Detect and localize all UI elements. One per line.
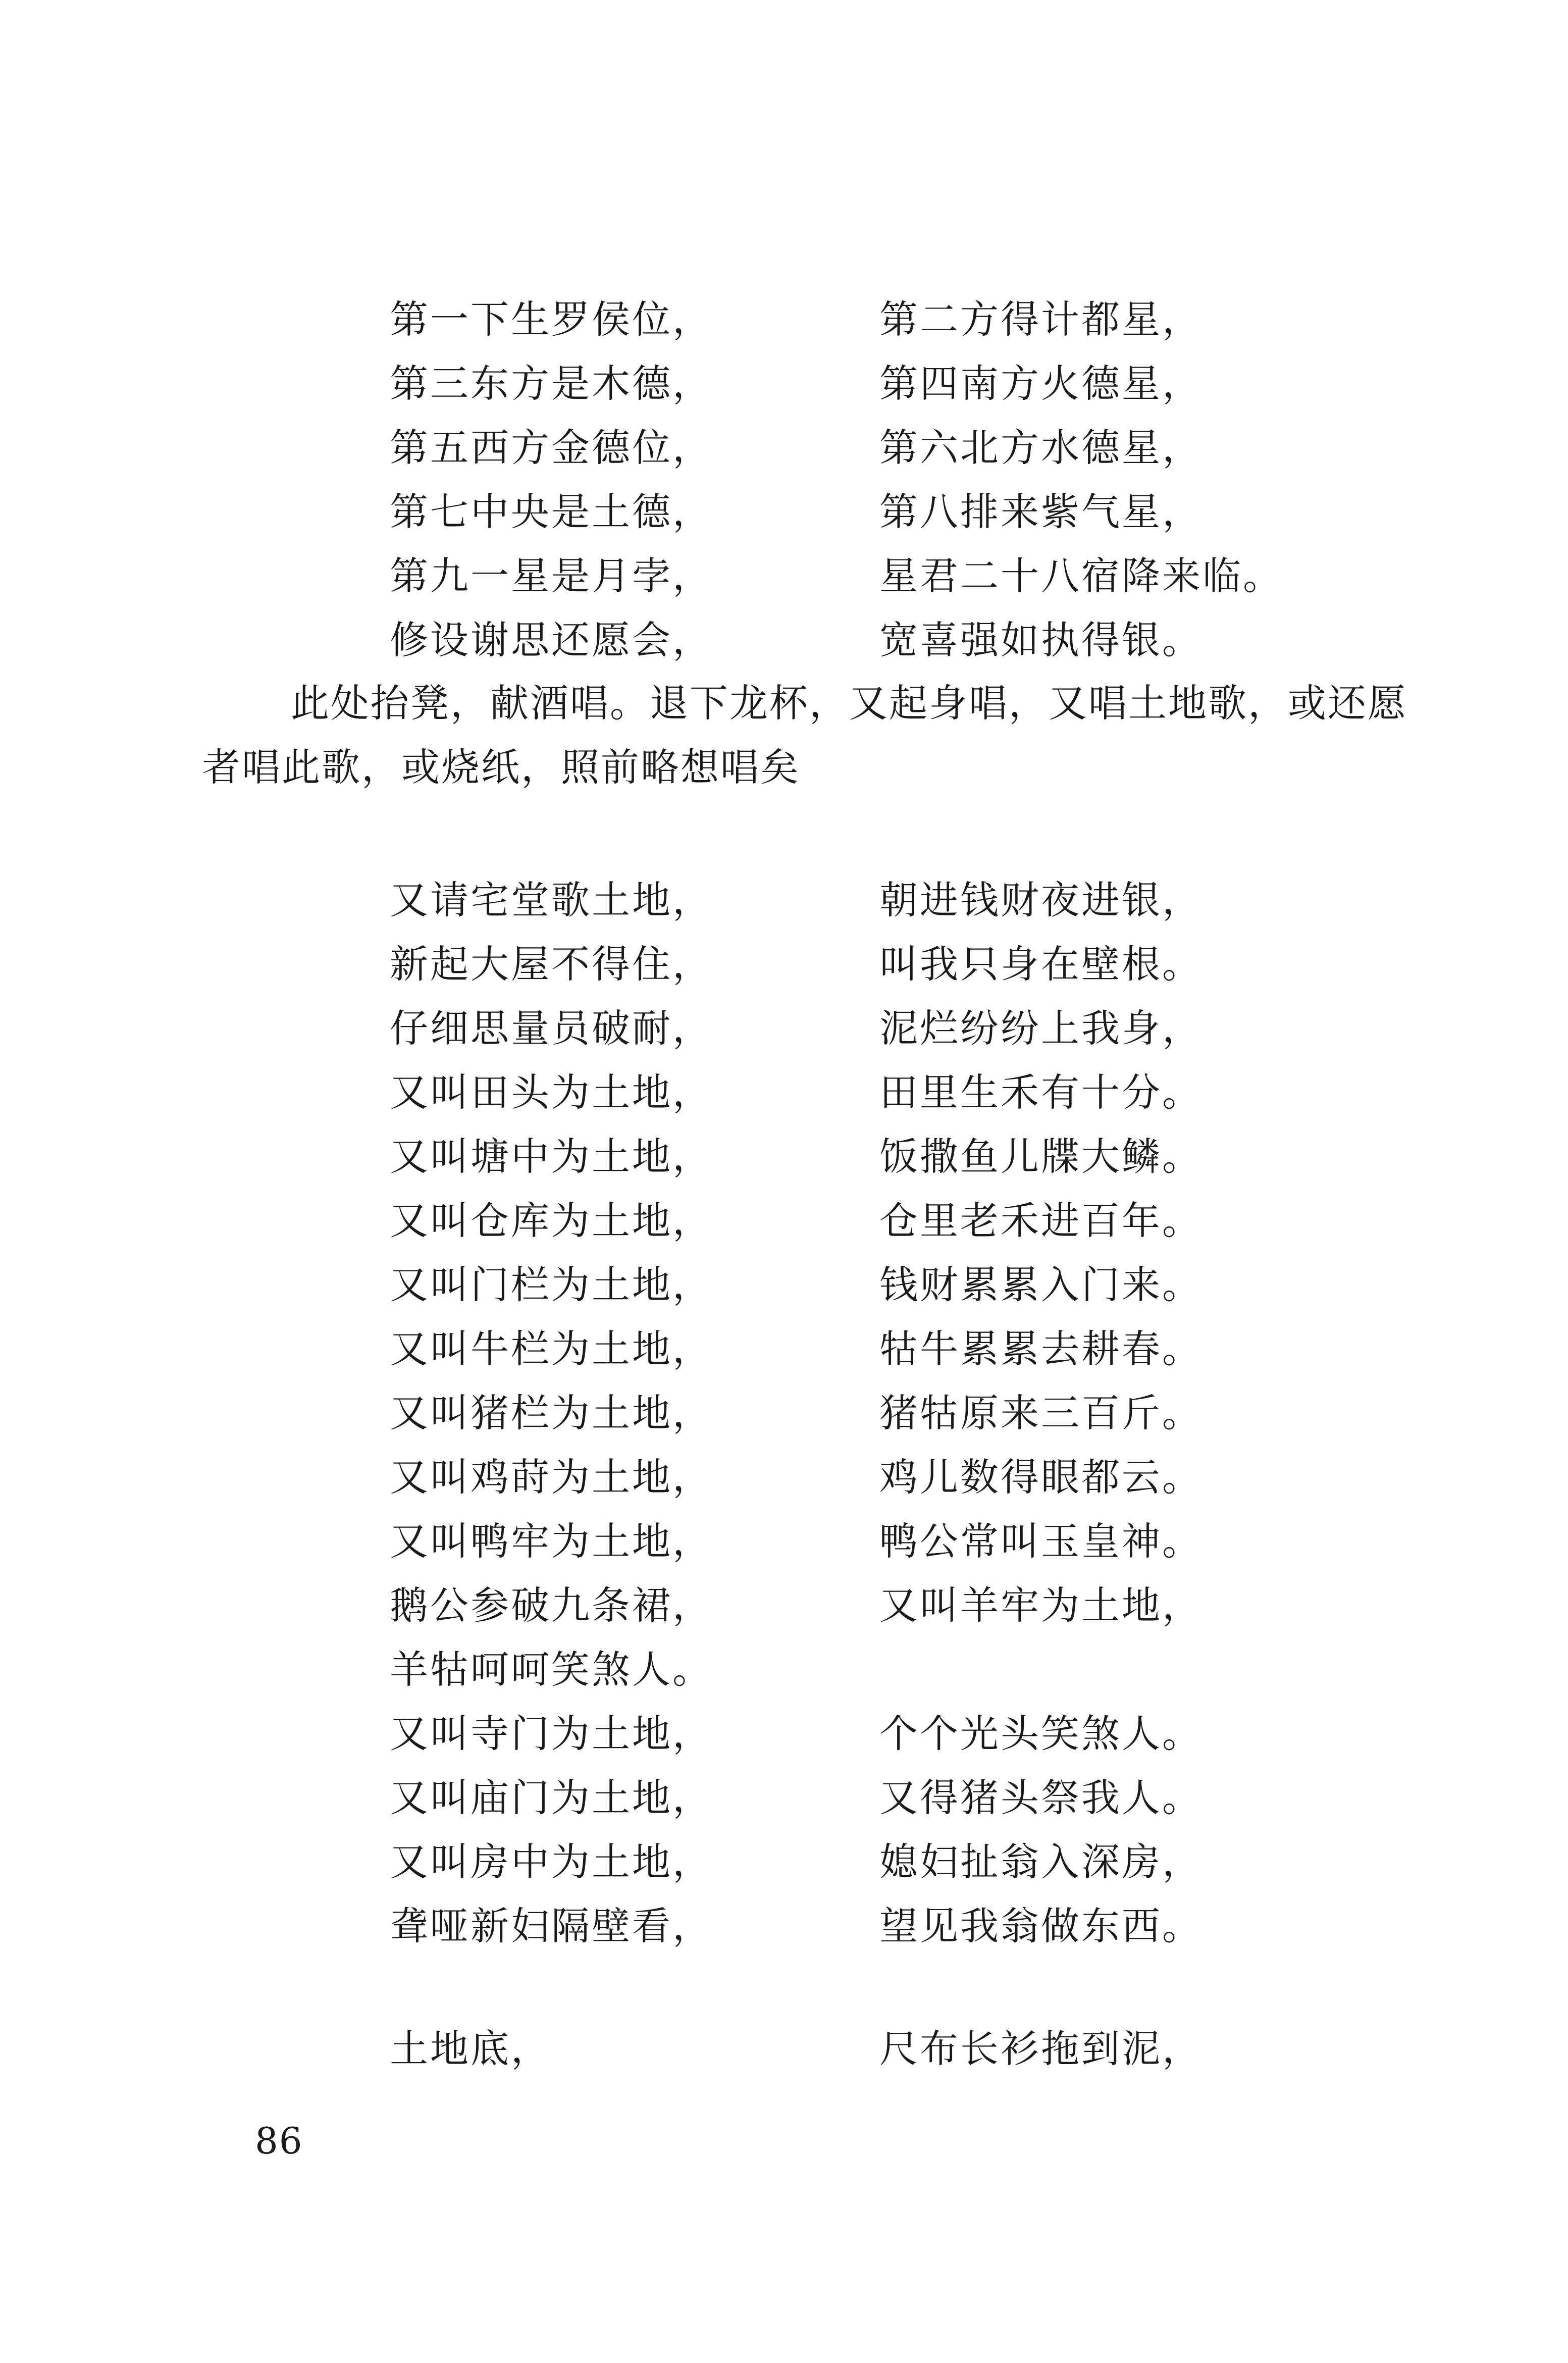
verse-row bbox=[0, 1453, 1568, 1517]
prose-line: 此处抬凳，献酒唱。退下龙杯，又起身唱，又唱土地歌，或还愿 bbox=[291, 681, 1407, 726]
verse-left: 聋哑新妇隔壁看， bbox=[390, 1904, 713, 1948]
verse-row bbox=[0, 1902, 1568, 1966]
verse-left: 羊牯呵呵笑煞人。 bbox=[390, 1647, 713, 1692]
verse-row bbox=[0, 940, 1568, 1004]
verse-left: 第九一星是月孛， bbox=[390, 553, 713, 598]
verse-block-middle bbox=[0, 876, 1568, 1966]
verse-left: 第三东方是木德， bbox=[390, 361, 713, 406]
verse-left: 又叫塘中为土地， bbox=[390, 1134, 713, 1179]
verse-right: 朝进钱财夜进银， bbox=[879, 878, 1203, 922]
verse-block-bottom bbox=[0, 2025, 1568, 2089]
verse-left: 又叫房中为土地， bbox=[390, 1839, 713, 1884]
verse-right: 又叫羊牢为土地， bbox=[879, 1583, 1203, 1628]
verse-right: 仓里老禾进百年。 bbox=[879, 1198, 1203, 1243]
verse-row bbox=[0, 1646, 1568, 1710]
verse-left: 又叫鸡莳为土地， bbox=[390, 1455, 713, 1500]
verse-right: 猪牯原来三百斤。 bbox=[879, 1391, 1203, 1435]
verse-row bbox=[0, 1261, 1568, 1325]
verse-right: 饭撒鱼儿牒大鳞。 bbox=[879, 1134, 1203, 1179]
prose-line: 者唱此歌，或烧纸，照前略想唱矣 bbox=[202, 745, 800, 790]
verse-left: 又叫猪栏为土地， bbox=[390, 1391, 713, 1435]
verse-right: 牯牛累累去耕春。 bbox=[879, 1326, 1203, 1371]
verse-left: 又叫仓库为土地， bbox=[390, 1198, 713, 1243]
verse-row bbox=[0, 424, 1568, 488]
verse-right: 望见我翁做东西。 bbox=[879, 1904, 1203, 1948]
verse-left: 修设谢思还愿会， bbox=[390, 618, 713, 662]
verse-row bbox=[0, 876, 1568, 940]
verse-row bbox=[0, 1068, 1568, 1133]
verse-right: 星君二十八宿降来临。 bbox=[879, 553, 1283, 598]
verse-row bbox=[0, 295, 1568, 359]
verse-right: 钱财累累入门来。 bbox=[879, 1262, 1203, 1307]
verse-left: 又叫鸭牢为土地， bbox=[390, 1519, 713, 1564]
verse-row bbox=[0, 488, 1568, 552]
verse-left: 新起大屋不得住， bbox=[390, 942, 713, 987]
verse-left: 第一下生罗侯位， bbox=[390, 297, 713, 342]
verse-row bbox=[0, 1004, 1568, 1068]
verse-row bbox=[0, 1197, 1568, 1261]
page-number: 86 bbox=[255, 2120, 303, 2162]
verse-row bbox=[0, 552, 1568, 616]
verse-row bbox=[0, 616, 1568, 680]
verse-row bbox=[0, 2025, 1568, 2089]
verse-left: 第五西方金德位， bbox=[390, 425, 713, 470]
verse-right: 宽喜强如执得银。 bbox=[879, 618, 1203, 662]
verse-right: 媳妇扯翁入深房， bbox=[879, 1839, 1203, 1884]
verse-right: 又得猪头祭我人。 bbox=[879, 1775, 1203, 1820]
verse-left: 又叫门栏为土地， bbox=[390, 1262, 713, 1307]
verse-row bbox=[0, 1517, 1568, 1581]
verse-right: 尺布长衫拖到泥， bbox=[879, 2026, 1203, 2071]
verse-left: 第七中央是土德， bbox=[390, 489, 713, 534]
verse-left: 又叫牛栏为土地， bbox=[390, 1326, 713, 1371]
verse-right: 鸭公常叫玉皇神。 bbox=[879, 1519, 1203, 1564]
verse-left: 土地底， bbox=[390, 2026, 551, 2071]
verse-right: 第四南方火德星， bbox=[879, 361, 1203, 406]
verse-right: 泥烂纷纷上我身， bbox=[879, 1006, 1203, 1051]
verse-row bbox=[0, 1581, 1568, 1646]
verse-right: 田里生禾有十分。 bbox=[879, 1070, 1203, 1115]
verse-left: 又请宅堂歌土地， bbox=[390, 878, 713, 922]
verse-left: 鹅公参破九条裙， bbox=[390, 1583, 713, 1628]
verse-right: 个个光头笑煞人。 bbox=[879, 1711, 1203, 1756]
verse-right: 第八排来紫气星， bbox=[879, 489, 1203, 534]
verse-row bbox=[0, 1325, 1568, 1389]
verse-right: 叫我只身在壁根。 bbox=[879, 942, 1203, 987]
verse-row bbox=[0, 359, 1568, 424]
verse-right: 鸡儿数得眼都云。 bbox=[879, 1455, 1203, 1500]
verse-right: 第六北方水德星， bbox=[879, 425, 1203, 470]
prose-instruction bbox=[202, 679, 1407, 792]
verse-row bbox=[0, 1774, 1568, 1838]
verse-left: 又叫庙门为土地， bbox=[390, 1775, 713, 1820]
verse-row bbox=[0, 1389, 1568, 1453]
verse-row bbox=[0, 1133, 1568, 1197]
verse-left: 仔细思量员破耐， bbox=[390, 1006, 713, 1051]
verse-left: 又叫寺门为土地， bbox=[390, 1711, 713, 1756]
verse-right: 第二方得计都星， bbox=[879, 297, 1203, 342]
verse-row bbox=[0, 1838, 1568, 1902]
verse-left: 又叫田头为土地， bbox=[390, 1070, 713, 1115]
verse-block-top bbox=[0, 295, 1568, 680]
verse-row bbox=[0, 1710, 1568, 1774]
